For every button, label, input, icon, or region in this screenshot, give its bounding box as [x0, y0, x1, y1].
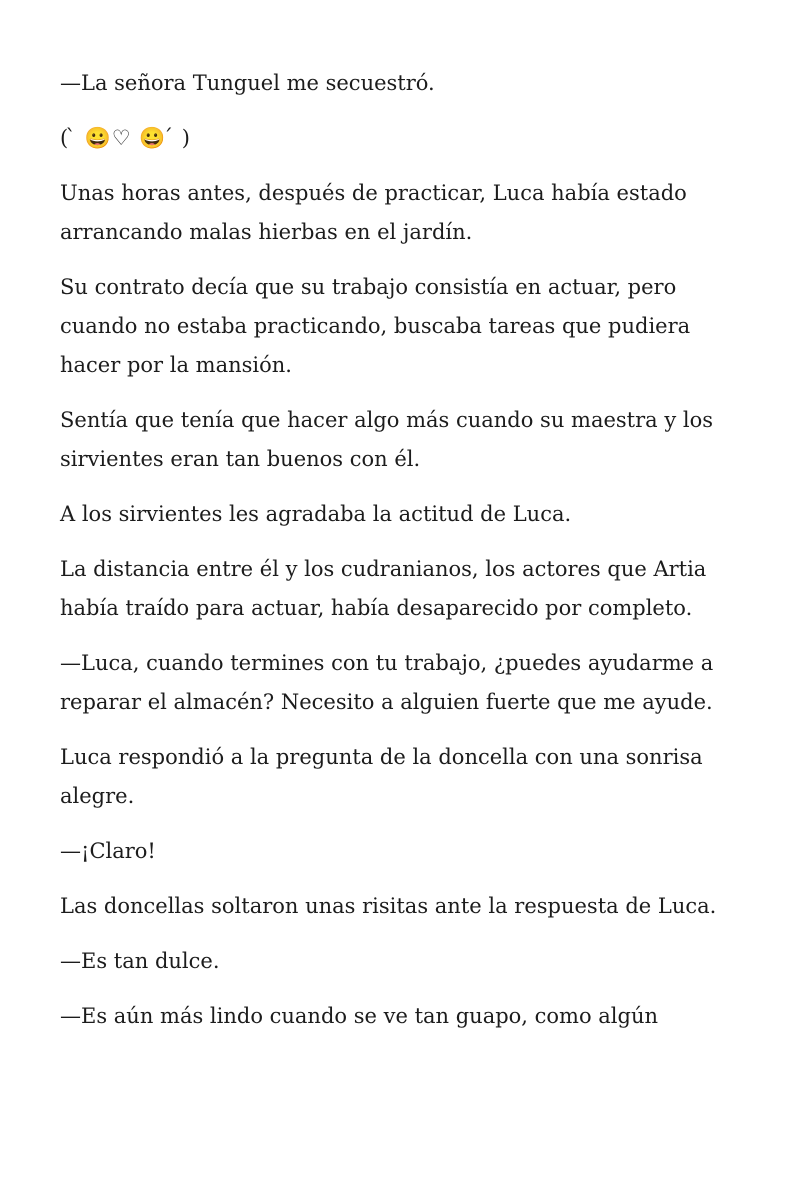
narration-paragraph: Luca respondió a la pregunta de la doncella con una sonrisa alegre.	[60, 745, 703, 808]
narration-paragraph: Sentía que tenía que hacer algo más cuando su maestra y los sirvientes eran tan buenos con él.	[60, 408, 714, 471]
narration-paragraph: La distancia entre él y los cudranianos, los actores que Artia había traído para actuar, había desaparecido por completo.	[60, 557, 707, 620]
dialogue-paragraph: —¡Claro!	[60, 839, 156, 863]
narration-paragraph: A los sirvientes les agradaba la actitud de Luca.	[60, 502, 572, 526]
scene-separator: ( ̀ 😀♡ 😀 ́ )	[60, 126, 191, 150]
dialogue-paragraph: —Es tan dulce.	[60, 949, 220, 973]
dialogue-paragraph: —La señora Tunguel me secuestró.	[60, 71, 435, 95]
dialogue-paragraph: —Luca, cuando termines con tu trabajo, ¿puedes ayudarme a reparar el almacén? Necesito a alguien fuerte que me ayude.	[60, 651, 714, 714]
narration-paragraph: Unas horas antes, después de practicar, Luca había estado arrancando malas hierbas en el jardín.	[60, 181, 687, 244]
narration-paragraph: Su contrato decía que su trabajo consistía en actuar, pero cuando no estaba practicando, buscaba tareas que pudiera hacer por la mansión.	[60, 275, 691, 377]
narration-paragraph: Las doncellas soltaron unas risitas ante la respuesta de Luca.	[60, 894, 717, 918]
dialogue-paragraph: —Es aún más lindo cuando se ve tan guapo, como algún	[60, 1004, 659, 1028]
document-page	[60, 64, 750, 1052]
